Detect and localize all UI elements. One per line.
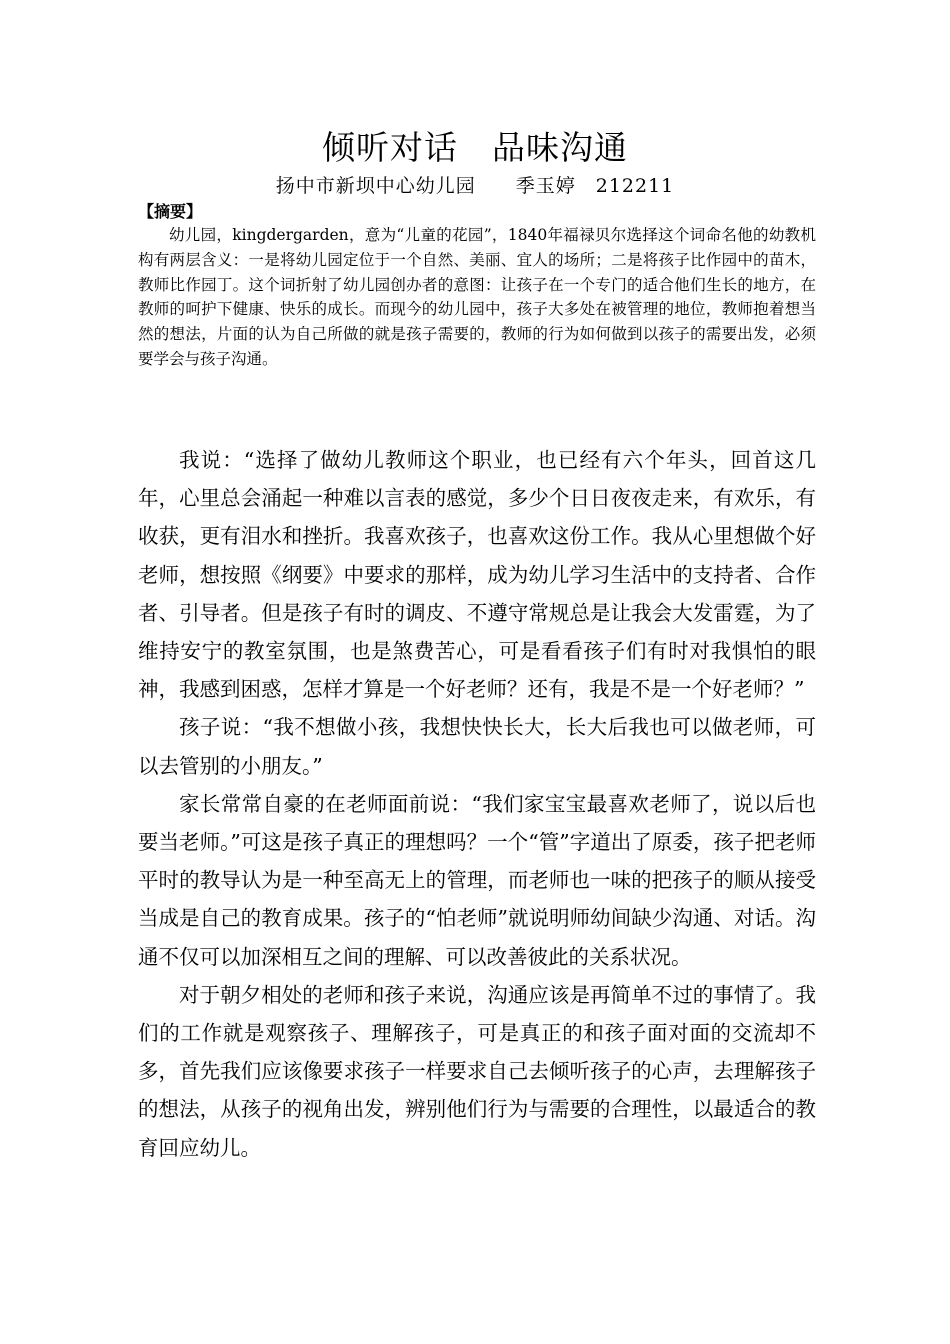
body-paragraph-4: 对于朝夕相处的老师和孩子来说，沟通应该是再简单不过的事情了。我们的工作就是观察孩子、理解孩子，可是真正的和孩子面对面的交流却不多，首先我们应该像要求孩子一样要求自己去倾听孩子的心声，去理解孩子的想法，从孩子的视角出发，辨别他们行为与需要的合理性，以最适合的教育回应幼儿。 xyxy=(138,982,816,1160)
author-byline: 扬中市新坝中心幼儿园 季玉婷 212211 xyxy=(275,175,675,197)
body-paragraph-3: 家长常常自豪的在老师面前说：“我们家宝宝最喜欢老师了，说以后也要当老师。”可这是孩子真正的理想吗？一个“管”字道出了原委，孩子把老师平时的教导认为是一种至高无上的管理，而老师也一味的把孩子的顺从接受当成是自己的教育成果。孩子的“怕老师”就说明师幼间缺少沟通、对话。沟通不仅可以加深相互之间的理解、可以改善彼此的关系状况。 xyxy=(138,791,816,969)
body-paragraph-2: 孩子说：“我不想做小孩，我想快快长大，长大后我也可以做老师，可以去管别的小朋友。” xyxy=(138,715,816,778)
abstract-label: 【摘要】 xyxy=(138,202,203,221)
body-text xyxy=(138,441,816,1167)
abstract-text: 幼儿园，kingdergarden，意为“儿童的花园”，1840年福禄贝尔选择这个词命名他的幼教机构有两层含义：一是将幼儿园定位于一个自然、美丽、宜人的场所；二是将孩子比作园中的苗木，教师比作园丁。这个词折射了幼儿园创办者的意图：让孩子在一个专门的适合他们生长的地方，在教师的呵护下健康、快乐的成长。而现今的幼儿园中，孩子大多处在被管理的地位，教师抱着想当然的想法，片面的认为自己所做的就是孩子需要的，教师的行为如何做到以孩子的需要出发，必须要学会与孩子沟通。 xyxy=(138,226,816,368)
body-paragraph-1: 我说：“选择了做幼儿教师这个职业，也已经有六个年头，回首这几年，心里总会涌起一种难以言表的感觉，多少个日日夜夜走来，有欢乐，有收获，更有泪水和挫折。我喜欢孩子，也喜欢这份工作。我从心里想做个好老师，想按照《纲要》中要求的那样，成为幼儿学习生活中的支持者、合作者、引导者。但是孩子有时的调皮、不遵守常规总是让我会大发雷霆，为了维持安宁的教室氛围，也是煞费苦心，可是看看孩子们有时对我惧怕的眼神，我感到困惑，怎样才算是一个好老师？还有，我是不是一个好老师？” xyxy=(138,448,816,702)
document-title: 倾听对话 品味沟通 xyxy=(322,128,628,167)
